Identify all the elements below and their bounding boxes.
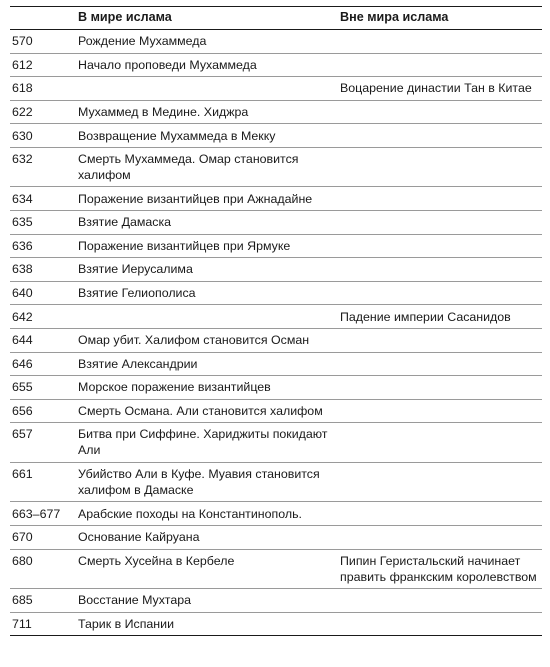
islam-event-cell: Битва при Сиффине. Хариджиты покидают Али <box>78 423 340 463</box>
year-cell: 642 <box>10 305 78 329</box>
year-cell: 655 <box>10 376 78 400</box>
islam-event-cell: Смерть Османа. Али становится халифом <box>78 399 340 423</box>
outside-event-cell <box>340 399 542 423</box>
table-row <box>10 53 542 77</box>
year-cell: 646 <box>10 352 78 376</box>
table-row <box>10 124 542 148</box>
year-cell: 711 <box>10 612 78 636</box>
year-cell: 622 <box>10 100 78 124</box>
year-cell: 640 <box>10 281 78 305</box>
year-cell: 685 <box>10 589 78 613</box>
year-cell: 634 <box>10 187 78 211</box>
table-row <box>10 100 542 124</box>
table-row <box>10 612 542 636</box>
islam-event-cell <box>78 77 340 101</box>
year-cell: 680 <box>10 549 78 589</box>
outside-event-cell: Воцарение династии Тан в Китае <box>340 77 542 101</box>
islam-event-cell: Взятие Александрии <box>78 352 340 376</box>
table-row <box>10 281 542 305</box>
table-row <box>10 77 542 101</box>
table-row <box>10 258 542 282</box>
table-row <box>10 147 542 187</box>
islam-event-cell: Смерть Мухаммеда. Омар становится халифом <box>78 147 340 187</box>
islam-event-cell: Арабские походы на Константинополь. <box>78 502 340 526</box>
table-row <box>10 30 542 54</box>
outside-event-cell: Пипин Геристальский начинает править франкским королевством <box>340 549 542 589</box>
table-row <box>10 549 542 589</box>
table-row <box>10 399 542 423</box>
table-header-row <box>10 7 542 30</box>
islam-event-cell: Взятие Гелиополиса <box>78 281 340 305</box>
chronology-table <box>10 6 542 636</box>
outside-event-cell <box>340 525 542 549</box>
outside-event-cell <box>340 281 542 305</box>
outside-event-cell <box>340 328 542 352</box>
outside-event-cell <box>340 612 542 636</box>
year-cell: 663–677 <box>10 502 78 526</box>
islam-event-cell: Возвращение Мухаммеда в Мекку <box>78 124 340 148</box>
year-cell: 635 <box>10 211 78 235</box>
outside-event-cell <box>340 376 542 400</box>
outside-event-cell <box>340 147 542 187</box>
year-cell: 644 <box>10 328 78 352</box>
table-row <box>10 234 542 258</box>
outside-event-cell <box>340 258 542 282</box>
year-cell: 638 <box>10 258 78 282</box>
islam-event-cell: Взятие Иерусалима <box>78 258 340 282</box>
table-row <box>10 328 542 352</box>
outside-event-cell <box>340 187 542 211</box>
table-row <box>10 502 542 526</box>
table-row <box>10 462 542 502</box>
year-cell: 657 <box>10 423 78 463</box>
table-row <box>10 211 542 235</box>
year-cell: 636 <box>10 234 78 258</box>
year-cell: 632 <box>10 147 78 187</box>
islam-event-cell: Взятие Дамаска <box>78 211 340 235</box>
header-islam-world: В мире ислама <box>78 7 340 30</box>
islam-event-cell: Рождение Мухаммеда <box>78 30 340 54</box>
table-row <box>10 352 542 376</box>
outside-event-cell <box>340 423 542 463</box>
islam-event-cell: Убийство Али в Куфе. Муавия становится халифом в Дамаске <box>78 462 340 502</box>
islam-event-cell: Мухаммед в Медине. Хиджра <box>78 100 340 124</box>
islam-event-cell <box>78 305 340 329</box>
islam-event-cell: Поражение византийцев при Ажнадайне <box>78 187 340 211</box>
islam-event-cell: Поражение византийцев при Ярмуке <box>78 234 340 258</box>
islam-event-cell: Начало проповеди Мухаммеда <box>78 53 340 77</box>
chronology-table-container <box>10 6 542 636</box>
islam-event-cell: Основание Кайруана <box>78 525 340 549</box>
islam-event-cell: Восстание Мухтара <box>78 589 340 613</box>
year-cell: 630 <box>10 124 78 148</box>
table-body <box>10 30 542 636</box>
table-row <box>10 376 542 400</box>
year-cell: 670 <box>10 525 78 549</box>
islam-event-cell: Тарик в Испании <box>78 612 340 636</box>
year-cell: 612 <box>10 53 78 77</box>
header-year <box>10 7 78 30</box>
outside-event-cell <box>340 30 542 54</box>
year-cell: 656 <box>10 399 78 423</box>
islam-event-cell: Смерть Хусейна в Кербеле <box>78 549 340 589</box>
islam-event-cell: Омар убит. Халифом становится Осман <box>78 328 340 352</box>
year-cell: 618 <box>10 77 78 101</box>
table-row <box>10 525 542 549</box>
table-row <box>10 423 542 463</box>
outside-event-cell <box>340 53 542 77</box>
outside-event-cell <box>340 462 542 502</box>
outside-event-cell <box>340 211 542 235</box>
year-cell: 570 <box>10 30 78 54</box>
table-row <box>10 187 542 211</box>
outside-event-cell <box>340 100 542 124</box>
outside-event-cell <box>340 124 542 148</box>
table-row <box>10 305 542 329</box>
table-row <box>10 589 542 613</box>
header-outside-islam-world: Вне мира ислама <box>340 7 542 30</box>
year-cell: 661 <box>10 462 78 502</box>
outside-event-cell: Падение империи Сасанидов <box>340 305 542 329</box>
outside-event-cell <box>340 234 542 258</box>
outside-event-cell <box>340 352 542 376</box>
outside-event-cell <box>340 589 542 613</box>
outside-event-cell <box>340 502 542 526</box>
islam-event-cell: Морское поражение византийцев <box>78 376 340 400</box>
